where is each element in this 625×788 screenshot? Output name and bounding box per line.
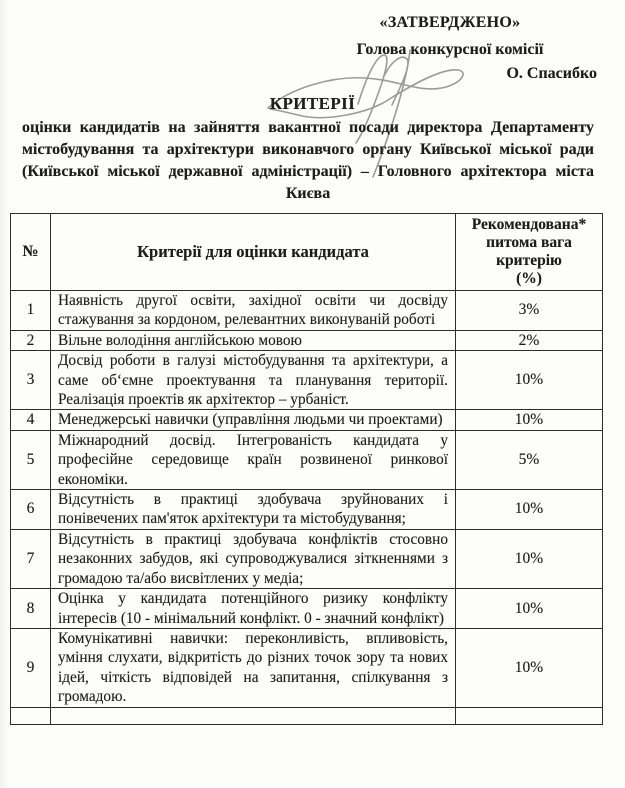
- weight-header-line: критерію: [496, 252, 562, 269]
- row-criteria-text: Вільне володіння англійською мовою: [58, 331, 302, 349]
- approver-name: О. Спасибко: [506, 65, 597, 82]
- approved-label: «ЗАТВЕРДЖЕНО»: [379, 14, 521, 31]
- row-weight: 3%: [456, 291, 603, 331]
- table-row: [11, 291, 603, 331]
- weight-header-line: (%): [516, 270, 542, 287]
- row-number: 9: [11, 628, 51, 707]
- row-criteria: [51, 351, 456, 410]
- row-weight: 10%: [456, 410, 603, 430]
- row-weight: [456, 707, 603, 724]
- row-criteria-text: Відсутність в практиці здобувача конфліктів стосовно незаконних забудов, які супроводжувалися зіткненнями з громадою та/або висвітлених у медіа;: [58, 530, 448, 587]
- table-row: [11, 430, 603, 489]
- row-weight: 10%: [456, 628, 603, 707]
- row-weight: 2%: [456, 330, 603, 350]
- header-cell-criteria: Критерії для оцінки кандидата: [51, 214, 456, 291]
- row-weight: 5%: [456, 430, 603, 489]
- row-criteria-text: Досвід роботи в галузі містобудування та архітектури, а саме об‘ємне проектування та планування території. Реалізація проектів як архітектор – урбаніст.: [58, 352, 448, 409]
- row-number: 7: [11, 529, 51, 588]
- row-criteria: [51, 529, 456, 588]
- row-number: 3: [11, 351, 51, 410]
- row-number: 8: [11, 589, 51, 629]
- row-number: [11, 707, 51, 724]
- row-criteria: [51, 410, 456, 430]
- row-weight: 10%: [456, 529, 603, 588]
- row-criteria-text: Міжнародний досвід. Інтегрованість кандидата у професійне середовище країн розвиненої ринкової економіки.: [58, 431, 448, 488]
- header-cell-number: №: [11, 214, 51, 291]
- row-criteria: [51, 291, 456, 331]
- approval-block: [300, 13, 600, 84]
- table-row: [11, 490, 603, 530]
- row-number: 6: [11, 490, 51, 530]
- table-row: [11, 589, 603, 629]
- row-criteria: [51, 330, 456, 350]
- row-weight: 10%: [456, 351, 603, 410]
- row-criteria-text: Менеджерські навички (управління людьми чи проектами): [58, 411, 443, 429]
- document-title: КРИТЕРІЇ: [269, 94, 356, 113]
- row-number: 5: [11, 430, 51, 489]
- document-subtitle: оцінки кандидатів на зайняття вакантної посади директора Департаменту містобудування та архітектури виконавчого органу Київської міської ради (Київської міської державної адміністрації) – Головного архітектора міста Києва: [22, 119, 594, 202]
- table-row: [11, 529, 603, 588]
- row-weight: 10%: [456, 490, 603, 530]
- row-criteria-text: Комунікативні навички: переконливість, впливовість, уміння слухати, відкритість до різних точок зору та нових ідей, чіткість відповідей на запитання, спілкування з громадою.: [58, 629, 448, 706]
- weight-header-line: Рекомендована*: [471, 216, 587, 233]
- header-cell-weight: [456, 214, 603, 291]
- table-header-row: [11, 214, 603, 291]
- row-criteria-text: Відсутність в практиці здобувача зруйнованих і понівечених пам'яток архітектури та містобудування;: [58, 491, 448, 528]
- weight-header-line: питома вага: [486, 234, 572, 251]
- approver-role: Голова конкурсної комісії: [356, 41, 544, 58]
- table-row: [11, 351, 603, 410]
- table-row-clipped: [11, 707, 603, 724]
- row-number: 2: [11, 330, 51, 350]
- row-number: 1: [11, 291, 51, 331]
- row-criteria: [51, 628, 456, 707]
- row-criteria: [51, 430, 456, 489]
- row-criteria-text: Оцінка у кандидата потенційного ризику конфлікту інтересів (10 - мінімальний конфлікт. 0 - значний конфлікт): [58, 590, 448, 627]
- row-criteria: [51, 707, 456, 724]
- table-row: [11, 410, 603, 430]
- row-weight: 10%: [456, 589, 603, 629]
- table-row: [11, 628, 603, 707]
- row-criteria-text: Наявність другої освіти, західної освіти чи досвіду стажування за кордоном, релевантних виконуваній роботі: [58, 292, 448, 329]
- criteria-table: [10, 213, 603, 725]
- row-criteria: [51, 490, 456, 530]
- table-row: [11, 330, 603, 350]
- row-number: 4: [11, 410, 51, 430]
- row-criteria: [51, 589, 456, 629]
